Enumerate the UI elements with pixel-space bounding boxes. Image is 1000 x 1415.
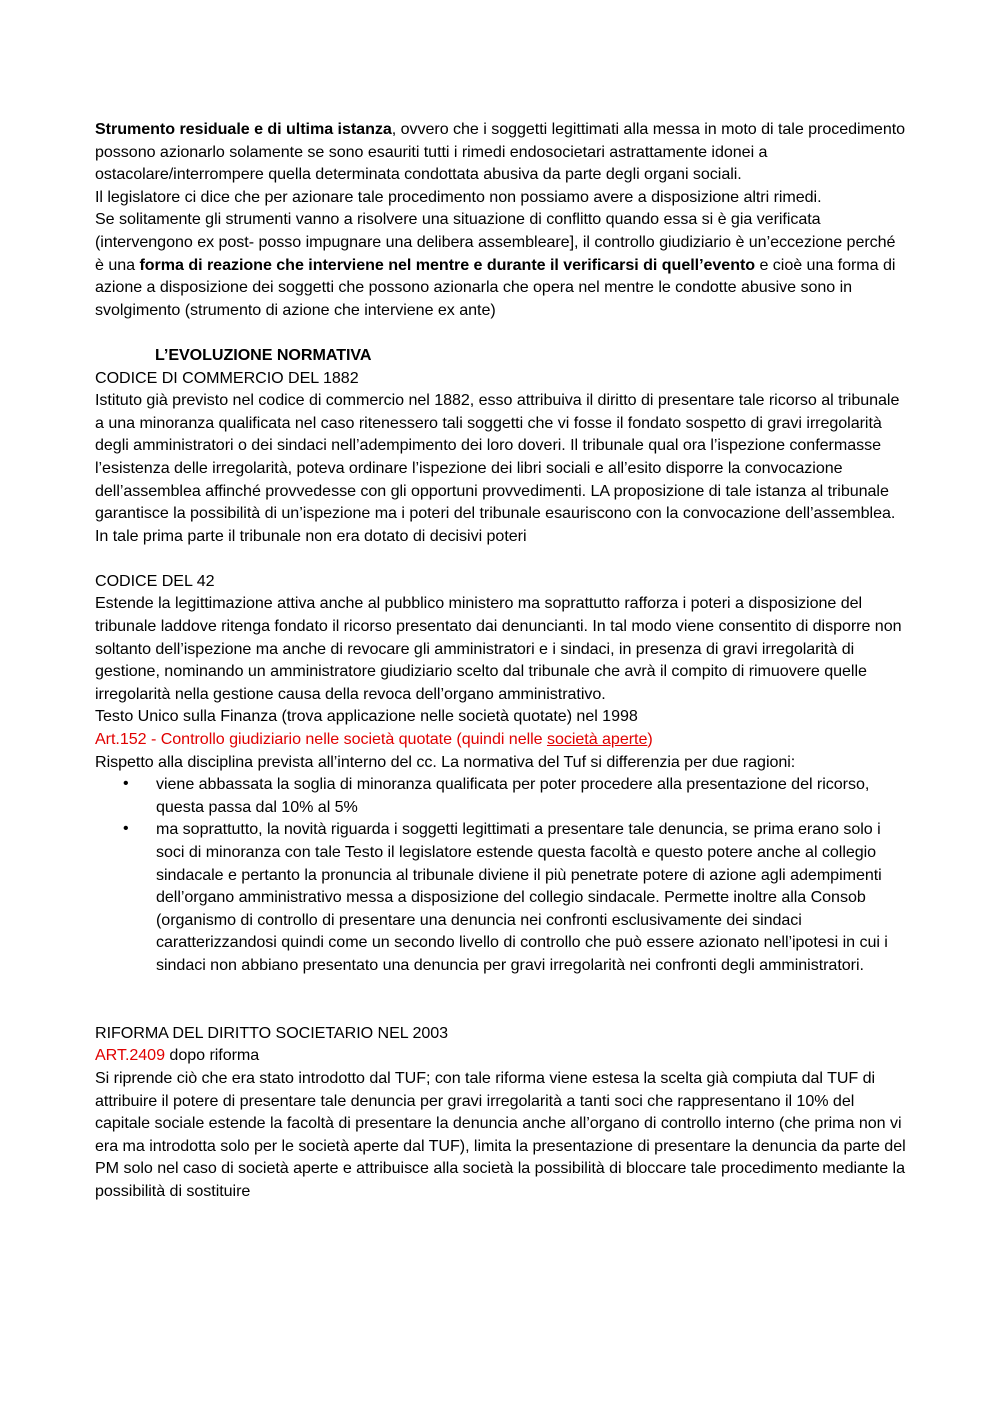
section-heading-evoluzione: L’EVOLUZIONE NORMATIVA <box>155 345 372 364</box>
paragraph-riforma: Si riprende ciò che era stato introdotto dal TUF; con tale riforma viene estesa la scelta già compiuta dal TUF di attribuire il potere di presentare tale denuncia per gravi irregolarità a tanti soci che rappresentano il 10% del capitale sociale estende la facoltà di presentare la denuncia anche all’organo di controllo interno (che prima non vi era ma introdotta solo per le società aperte dal TUF), limita la presentazione di presentare la denuncia da parte del PM solo nel caso di società aperte e attribuisce alla società la possibilità di bloccare tale procedimento mediante la possibilità di sostituire <box>95 1068 906 1200</box>
intro-paragraph-1: Strumento residuale e di ultima istanza, ovvero che i soggetti legittimati alla messa in moto di tale procedimento possono azionarlo solamente se sono esauriti tutti i rimedi endosocietari astrattamente idonei a ostacolare/interrompere quella determinata condottata abusiva da parte degli organi sociali. <box>95 120 906 184</box>
tuf-line: Testo Unico sulla Finanza (trova applicazione nelle società quotate) nel 1998 <box>95 707 638 726</box>
subheading-codice-commercio: CODICE DI COMMERCIO DEL 1882 <box>95 368 359 387</box>
intro-paragraph-3: Se solitamente gli strumenti vanno a risolvere una situazione di conflitto quando essa si è gia verificata (intervengono ex post- posso impugnare una delibera assembleare], il controllo giudiziario è un’eccezione perché è una forma di reazione che interviene nel mentre e durante il verificarsi di quell’evento e cioè una forma di azione a disposizione dei soggetti che possono azionarla che opera nel mentre le condotte abusive sono in svolgimento (strumento di azione che interviene ex ante) <box>95 210 896 319</box>
bullet-icon: • <box>123 775 129 793</box>
societa-aperte-link: società aperte <box>546 730 648 749</box>
bullet-icon: • <box>123 820 129 838</box>
paragraph-codice-42: Estende la legittimazione attiva anche al pubblico ministero ma soprattutto rafforza i poteri a disposizione del tribunale laddove ritenga fondato il ricorso presentato dai denuncianti. In tal modo viene consentito di disporre non soltanto dell’ispezione ma anche di revocare gli amministratori e i sindaci, in presenza di gravi irregolarità di gestione, nominando un amministratore giudiziario scelto dal tribunale che avrà il compito di rimuovere quelle irregolarità nella gestione causa della revoca dell’organo amministrativo. <box>95 594 902 703</box>
art-152-line: Art.152 - Controllo giudiziario nelle società quotate (quindi nelle società aperte) <box>95 730 653 749</box>
art-2409-line: ART.2409 dopo riforma <box>95 1046 260 1065</box>
list-item: • viene abbassata la soglia di minoranza qualificata per poter procedere alla presentazione del ricorso, questa passa dal 10% al 5% <box>123 775 870 816</box>
intro-bold-term: Strumento residuale e di ultima istanza <box>95 120 392 138</box>
tuf-differences-list <box>95 773 907 976</box>
intro-bold-phrase: forma di reazione che interviene nel mentre e durante il verificarsi di quell’evento <box>139 255 756 274</box>
subheading-codice-42: CODICE DEL 42 <box>95 571 215 590</box>
paragraph-codice-commercio: Istituto già previsto nel codice di commercio nel 1882, esso attribuiva il diritto di presentare tale ricorso al tribunale a una minoranza qualificata nel caso ritenessero tali soggetti che vi fosse il fondato sospetto di gravi irregolarità degli amministratori o dei sindaci nell’adempimento dei loro doveri. Il tribunale qual ora l’ispezione confermasse l’esistenza delle irregolarità, poteva ordinare l’ispezione dei libri sociali e all’esito disporre la convocazione dell’assemblea affinché provvedesse con gli opportuni provvedimenti. LA proposizione di tale istanza al tribunale garantisce la possibilità di un’ispezione ma i poteri del tribunale esauriscono con la convocazione dell’assemblea. In tale prima parte il tribunale non era dotato di decisivi poteri <box>95 391 900 545</box>
list-item: • ma soprattutto, la novità riguarda i soggetti legittimati a presentare tale denuncia, se prima erano solo i soci di minoranza con tale Testo il legislatore estende questa facoltà e questo potere anche al collegio sindacale e pertanto la pronuncia al tribunale diviene il più penetrate potere di azione agli adempimenti dell’organo amministrativo messa a disposizione del collegio sindacale. Permette inoltre alla Consob (organismo di controllo di presentare una denuncia nei confronti esclusivamente dei sindaci caratterizzandosi quindi come un secondo livello di controllo che può essere azionato nell’ipotesi in cui i sindaci non abbiano presentato una denuncia per gravi irregolarità nei confronti degli amministratori. <box>123 820 888 974</box>
art-2409-ref: ART.2409 <box>95 1046 165 1065</box>
document-page <box>95 118 907 1203</box>
subheading-riforma-2003: RIFORMA DEL DIRITTO SOCIETARIO NEL 2003 <box>95 1023 449 1042</box>
rispetto-line: Rispetto alla disciplina prevista all’interno del cc. La normativa del Tuf si differenzia per due ragioni: <box>95 752 796 771</box>
intro-paragraph-2: Il legislatore ci dice che per azionare tale procedimento non possiamo avere a disposizione altri rimedi. <box>95 187 822 206</box>
